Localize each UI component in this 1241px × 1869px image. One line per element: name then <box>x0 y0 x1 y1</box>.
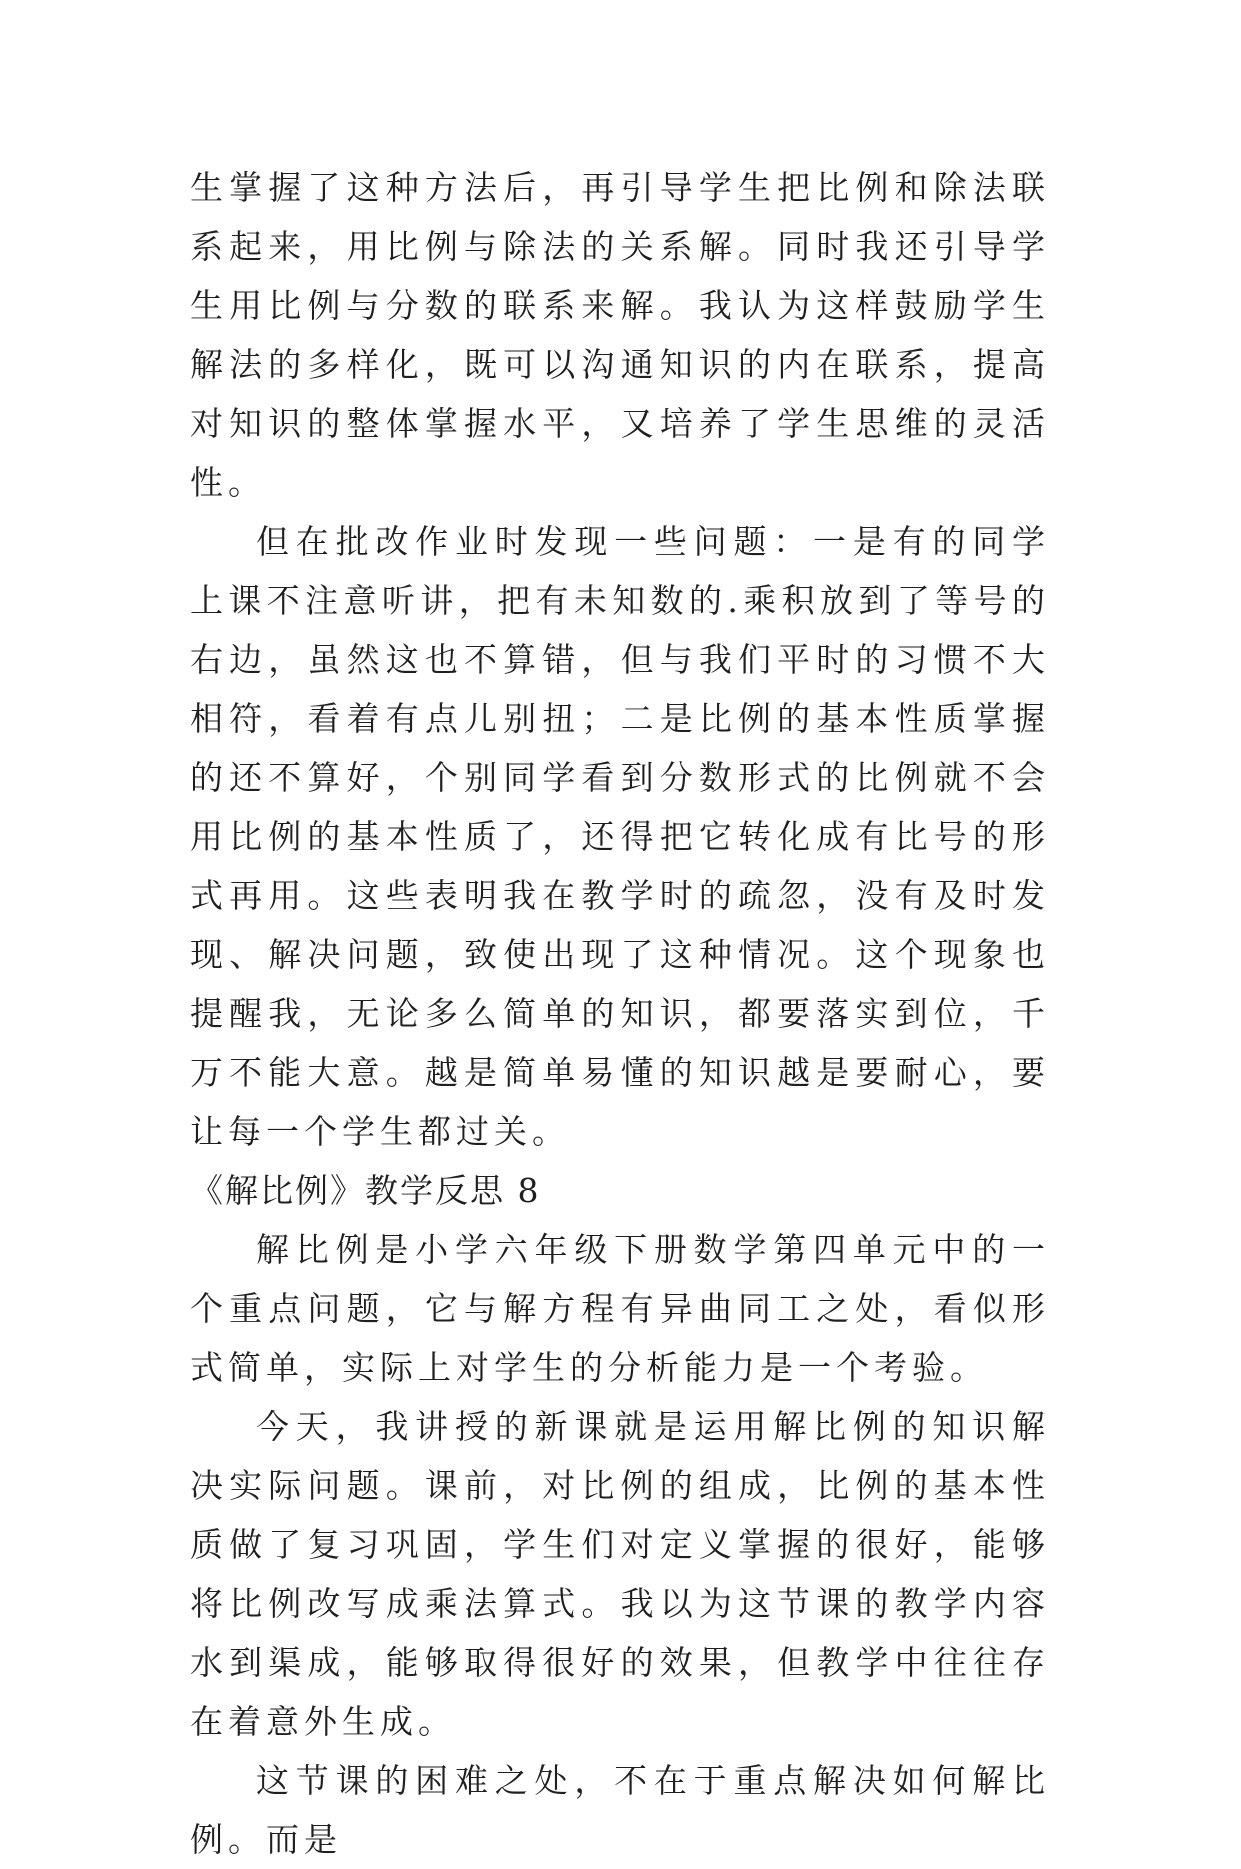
paragraph-new-lesson: 今天，我讲授的新课就是运用解比例的知识解决实际问题。课前，对比例的组成，比例的基本性质做了复习巩固，学生们对定义掌握的很好，能够将比例改写成乘法算式。我以为这节课的教学内容水到渠成，能够取得很好的效果，但教学中往往存在着意外生成。 <box>190 1407 1050 1741</box>
paragraph-continuation: 生掌握了这种方法后，再引导学生把比例和除法联系起来，用比例与除法的关系解。同时我还引导学生用比例与分数的联系来解。我认为这样鼓励学生解法的多样化，既可以沟通知识的内在联系，提高对知识的整体掌握水平，又培养了学生思维的灵活性。 <box>190 168 1050 502</box>
document-body <box>190 158 1050 1869</box>
paragraph-difficulty: 这节课的困难之处，不在于重点解决如何解比例。而是 <box>190 1761 1050 1859</box>
section-heading: 《解比例》教学反思 8 <box>190 1171 541 1210</box>
paragraph-intro: 解比例是小学六年级下册数学第四单元中的一个重点问题，它与解方程有异曲同工之处，看似形式简单，实际上对学生的分析能力是一个考验。 <box>190 1230 1050 1387</box>
paragraph-homework-issues: 但在批改作业时发现一些问题：一是有的同学上课不注意听讲，把有未知数的.乘积放到了等号的右边，虽然这也不算错，但与我们平时的习惯不大相符，看着有点儿别扭；二是比例的基本性质掌握的还不算好，个别同学看到分数形式的比例就不会用比例的基本性质了，还得把它转化成有比号的形式再用。这些表明我在教学时的疏忽，没有及时发现、解决问题，致使出现了这种情况。这个现象也提醒我，无论多么简单的知识，都要落实到位，千万不能大意。越是简单易懂的知识越是要耐心，要让每一个学生都过关。 <box>190 522 1050 1151</box>
